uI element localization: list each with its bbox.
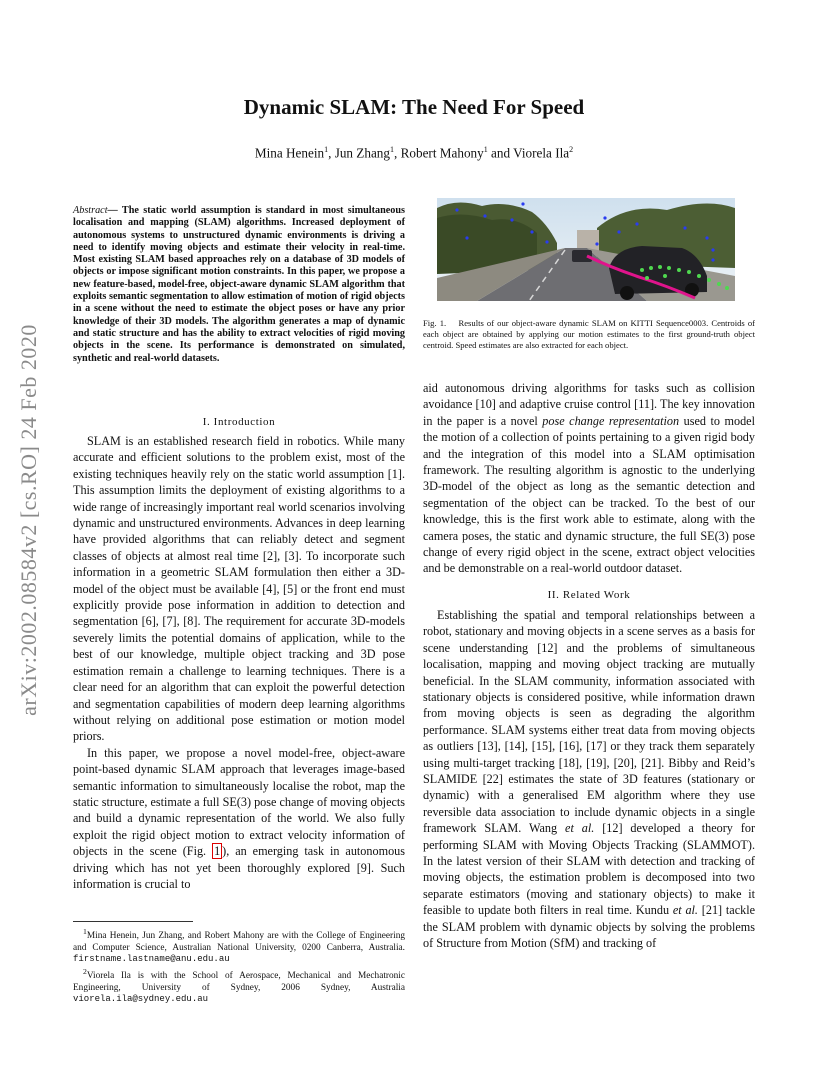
intro-paragraph-3-emphasis: pose change representation <box>542 413 680 428</box>
footnote-1 <box>73 926 405 966</box>
intro-paragraph-2-text-cont: ), an emerging task in autonomous driving which has not yet been thoroughly explored [9]. Such information is crucial to <box>73 844 405 891</box>
section-heading-introduction: I. Introduction <box>202 416 276 428</box>
arxiv-sidebar-stamp <box>4 280 54 760</box>
author-affil: 1 <box>324 145 329 154</box>
figure-1-caption <box>423 318 755 352</box>
footnote-1-email: firstname.lastname@anu.edu.au <box>73 954 230 965</box>
footnote-rule <box>73 921 193 922</box>
author-line <box>0 145 828 161</box>
figure-caption-text: Results of our object-aware dynamic SLAM on KITTI Sequence0003. Centroids of each object are obtained by applying our motion estimates to the first ground-truth object centroid. Speed estimates are also extracted for each object. <box>423 318 756 351</box>
intro-paragraph-2 <box>73 745 405 893</box>
paper-title: Dynamic SLAM: The Need For Speed <box>243 95 585 119</box>
author-name: Viorela Ila <box>513 145 570 161</box>
related-emphasis-2: et al. <box>672 903 698 918</box>
abstract <box>73 205 405 365</box>
arxiv-id: arXiv:2002.08584v2 [cs.RO] 24 Feb 2020 <box>16 324 41 716</box>
related-text-b: [12] developed a theory for performing SLAM with Moving Objects Tracking (SLAMMOT). In the latest version of their SLAM with detection and tracking of moving objects, the estimation problem is decomposed into two separate estimators (moving and stationary objects) to make it feasible to update both filters in real time. Kundu <box>423 821 755 918</box>
intro-paragraph-2-text: In this paper, we propose a novel model-free, object-aware point-based dynamic SLAM approach that leverages image-based semantic information to simultaneously localise the robot, map the static structure, estimate a full SE(3) pose change of moving objects and build a dynamic representation of the world. We also fully exploit the rigid object motion to extract velocity information of objects in the scene (Fig. <box>73 745 406 859</box>
author-name: Jun Zhang <box>334 145 390 161</box>
related-text-c: [21] tackle the SLAM problem with dynamic objects by solving the problems of Structure from Motion (SfM) and tracking of <box>423 903 755 950</box>
figure-1-image <box>437 198 735 301</box>
author-separator: , <box>394 145 401 161</box>
right-column-text <box>423 380 755 951</box>
author-affil: 2 <box>569 145 574 154</box>
car-wheel <box>620 286 634 300</box>
figure-1-link[interactable]: 1 <box>214 844 221 859</box>
author-affil: 1 <box>390 145 394 154</box>
intro-paragraph-3-text-cont: used to model the motion of a collection of points pertaining to a given rigid body and the integration of this model into a SLAM optimisation framework. The resulting algorithm is agnostic to the underlying 3D-model of the object as long as the semantic detection and segmentation of the object can be tracked. To the best of our knowledge, this is the first work able to estimate, along with the camera poses, the static and dynamic structure, the full SE(3) pose change of every rigid object in the scene, extract object velocities and be demonstrable on a real-world outdoor dataset. <box>423 413 755 576</box>
footnote-2-text: Viorela Ila is with the School of Aerospace, Mechanical and Mechatronic Engineering, University of Sydney, 2006 Sydney, Australia <box>73 970 405 993</box>
intro-paragraph-3-text: aid autonomous driving algorithms for tasks such as collision avoidance [10] and adaptive cruise control [11]. The key innovation in the paper is a novel <box>423 381 755 428</box>
introduction-section <box>73 416 405 892</box>
author-separator: , <box>328 145 335 161</box>
author-affil: 1 <box>483 145 488 154</box>
intro-paragraph-3 <box>423 380 755 577</box>
figure-label: Fig. 1. <box>423 318 447 328</box>
abstract-text: The static world assumption is standard in most simultaneous localisation and mapping (SLAM) algorithms. Increased deployment of autonomous systems to unstructured dynamic environments is driving a need to identify moving objects and estimate their velocity in real-time. Most existing SLAM based approaches rely on a database of 3D models of objects or impose significant motion constraints. In this paper, we propose a new feature-based, model-free, object-aware dynamic SLAM algorithm that exploits semantic segmentation to allow estimation of motion of rigid objects in a scene without the need to estimate the object poses or have any prior knowledge of their 3D models. The algorithm generates a map of dynamic and static structure and has the ability to extract velocities of rigid moving objects in the scene. Its performance is demonstrated on simulated, synthetic and real-world datasets. <box>73 205 405 364</box>
author-name: Mina Henein <box>254 145 325 161</box>
footnote-2-email: viorela.ila@sydney.edu.au <box>73 994 209 1005</box>
footnote-1-text: Mina Henein, Jun Zhang, and Robert Mahony are with the College of Engineering and Computer Science, Australian National University, 0200 Canberra, Australia. <box>73 931 405 953</box>
footnote-2-marker: 2 <box>83 966 87 976</box>
intro-paragraph-1: SLAM is an established research field in robotics. While many accurate and efficient solutions to the problem exist, most of the existing techniques heavily rely on the static world assumption [1]. This assumption limits the deployment of existing algorithms to a wide range of increasingly important real world scenarios involving dynamic and unstructured environments. Advances in deep learning have provided algorithms that can reliably detect and segment classes of objects at almost real time [2], [3]. To incorporate such information in a geometric SLAM formulation then either a 3D-model of the object must be available [4], [5] or the front end must explicitly provide pose information in addition to detection and segmentation [6], [7], [8]. The requirement for accurate 3D-models severely limits the potential domains of application, while to the best of our knowledge, multiple object tracking and 3D pose estimation remain a challenge to learning techniques. There is a clear need for an algorithm that can exploit the powerful detection and segmentation capabilities of modern deep learning algorithms without relying on additional pose estimation or motion model priors. <box>73 434 405 744</box>
footnote-1-marker: 1 <box>83 927 87 936</box>
author-name: Robert Mahony <box>400 145 484 161</box>
related-paragraph-1 <box>423 607 755 952</box>
footnotes <box>73 921 405 1006</box>
author-separator: and <box>487 145 514 161</box>
related-emphasis-1: et al. <box>565 821 595 836</box>
footnote-2 <box>73 966 405 1006</box>
related-text-a: Establishing the spatial and temporal relationships between a robot, stationary and moving objects in a scene serves as a basis for scene understanding [12] and the problems of simultaneous localisation, mapping and moving object tracking are mutually beneficial. In the SLAM community, information associated with stationary objects is considered positive, while information drawn from moving objects is seen as degrading the algorithm performance. SLAM systems either treat data from moving objects as outliers [13], [14], [15], [16], [17] or they track them separately using multi-target tracking [18], [19], [20], [21]. Bibby and Reid’s SLAMIDE [22] estimates the state of 3D features (stationary or dynamic) with a generalised EM algorithm where they use reversible data association to include dynamic objects in a single framework SLAM. Wang <box>423 607 755 836</box>
abstract-lead: Abstract <box>73 205 108 216</box>
abstract-dash: — <box>107 205 118 216</box>
section-heading-related-work: II. Related Work <box>547 588 631 601</box>
kitti-scene-illustration <box>437 198 735 301</box>
